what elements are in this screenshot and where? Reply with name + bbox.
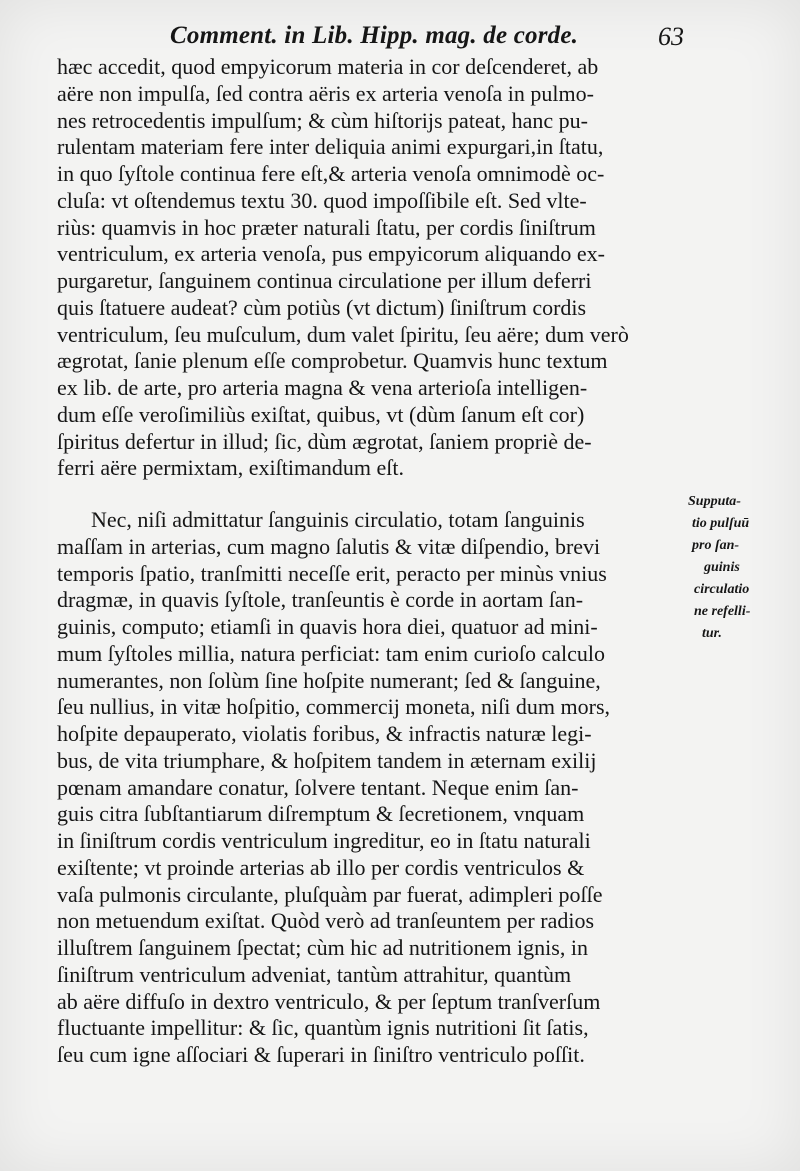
- text-line: guinis, computo; etiamſi in quavis hora diei, quatuor ad mini-: [57, 614, 598, 639]
- text-line: guis citra ſubſtantiarum diſremptum & ſecretionem, vnquam: [57, 801, 585, 827]
- text-line: ſiniſtrum ventriculum adveniat, tantùm attrahitur, quantùm: [57, 961, 572, 987]
- text-line: nes retrocedentis impulſum; & cùm hiſtorijs pateat, hanc pu-: [57, 107, 588, 133]
- text-line: hæc accedit, quod empyicorum materia in cor deſcenderet, ab: [57, 54, 599, 79]
- paragraph-2: [57, 507, 685, 1069]
- text-line: bus, de vita triumphare, & hoſpitem tandem in æternam exilij: [57, 747, 597, 773]
- paragraph-1: [57, 54, 685, 482]
- text-line: in ſiniſtrum cordis ventriculum ingreditur, eo in ſtatu naturali: [57, 828, 591, 853]
- margin-note-line: Supputa-: [688, 494, 741, 509]
- text-line: pœnam amandare conatur, ſolvere tentant. Neque enim ſan-: [57, 774, 579, 800]
- text-line: non metuendum exiſtat. Quòd verò ad tranſeuntem per radios: [57, 908, 595, 934]
- text-line: ſeu cum igne aſſociari & ſuperari in ſiniſtro ventriculo poſſit.: [57, 1042, 585, 1067]
- text-line: rulentam materiam fere inter deliquia animi expurgari,in ſtatu,: [57, 134, 604, 160]
- main-text-block: [57, 54, 685, 1069]
- text-line: aëre non impulſa, ſed contra aëris ex arteria venoſa in pulmo-: [57, 80, 594, 106]
- text-line: ex lib. de arte, pro arteria magna & vena arterioſa intelligen-: [57, 375, 588, 400]
- text-line: fluctuante impellitur: & ſic, quantùm ignis nutritioni ſit ſatis,: [57, 1015, 589, 1041]
- text-line: vaſa pulmonis circulante, pluſquàm par fuerat, adimpleri poſſe: [57, 881, 603, 907]
- text-line: numerantes, non ſolùm ſine hoſpite numerant; ſed & ſanguine,: [57, 667, 601, 693]
- text-line: in quo ſyſtole continua fere eſt,& arteria venoſa omnimodè oc-: [57, 161, 605, 186]
- text-line: mum ſyſtoles millia, natura perficiat: tam enim curioſo calculo: [57, 640, 606, 666]
- margin-note: [688, 491, 798, 645]
- text-line: dum eſſe veroſimiliùs exiſtat, quibus, vt (dùm ſanum eſt cor): [57, 401, 585, 427]
- paragraph-gap: [57, 482, 685, 507]
- margin-note-line: pro ſan-: [692, 538, 740, 553]
- margin-note-line: circulatio: [694, 582, 750, 597]
- margin-note-line: guinis: [704, 560, 740, 575]
- running-header-title: Comment. in Lib. Hipp. mag. de corde.: [170, 22, 579, 49]
- text-line: temporis ſpatio, tranſmitti neceſſe erit, peracto per minùs vnius: [57, 560, 607, 586]
- text-line: dragmæ, in quavis ſyſtole, tranſeuntis è corde in aortam ſan-: [57, 587, 584, 613]
- text-line: ſeu nullius, in vitæ hoſpitio, commercij moneta, niſi dum mors,: [57, 694, 611, 720]
- page-number: 63: [658, 22, 684, 51]
- text-line: ab aëre diffuſo in dextro ventriculo, & per ſeptum tranſverſum: [57, 988, 601, 1014]
- margin-note-line: tio pulſuū: [692, 516, 750, 531]
- text-line: Nec, niſi admittatur ſanguinis circulatio, totam ſanguinis: [91, 507, 585, 532]
- text-line: riùs: quamvis in hoc præter naturali ſtatu, per cordis ſiniſtrum: [57, 214, 596, 240]
- text-line: ventriculum, ex arteria venoſa, pus empyicorum aliquando ex-: [57, 241, 605, 267]
- text-line: quis ſtatuere audeat? cùm potiùs (vt dictum) ſiniſtrum cordis: [57, 294, 587, 320]
- text-line: purgaretur, ſanguinem continua circulatione per illum deferri: [57, 268, 592, 293]
- margin-note-line: tur.: [702, 626, 722, 641]
- text-line: hoſpite depauperato, violatis foribus, & infractis naturæ legi-: [57, 721, 592, 746]
- text-line: maſſam in arterias, cum magno ſalutis & vitæ diſpendio, brevi: [57, 533, 601, 559]
- text-line: illuſtrem ſanguinem ſpectat; cùm hic ad nutritionem ignis, in: [57, 935, 588, 960]
- text-line: ferri aëre permixtam, exiſtimandum eſt.: [57, 455, 404, 481]
- text-line: ventriculum, ſeu muſculum, dum valet ſpiritu, ſeu aëre; dum verò: [57, 321, 629, 347]
- text-line: ſpiritus defertur in illud; ſic, dùm ægrotat, ſaniem propriè de-: [57, 428, 592, 454]
- text-line: cluſa: vt oſtendemus textu 30. quod impoſſibile eſt. Sed vlte-: [57, 187, 587, 213]
- text-line: ægrotat, ſanie plenum eſſe comprobetur. Quamvis hunc textum: [57, 348, 608, 374]
- text-line: exiſtente; vt proinde arterias ab illo per cordis ventriculos &: [57, 854, 585, 880]
- margin-note-line: ne refelli-: [694, 604, 751, 619]
